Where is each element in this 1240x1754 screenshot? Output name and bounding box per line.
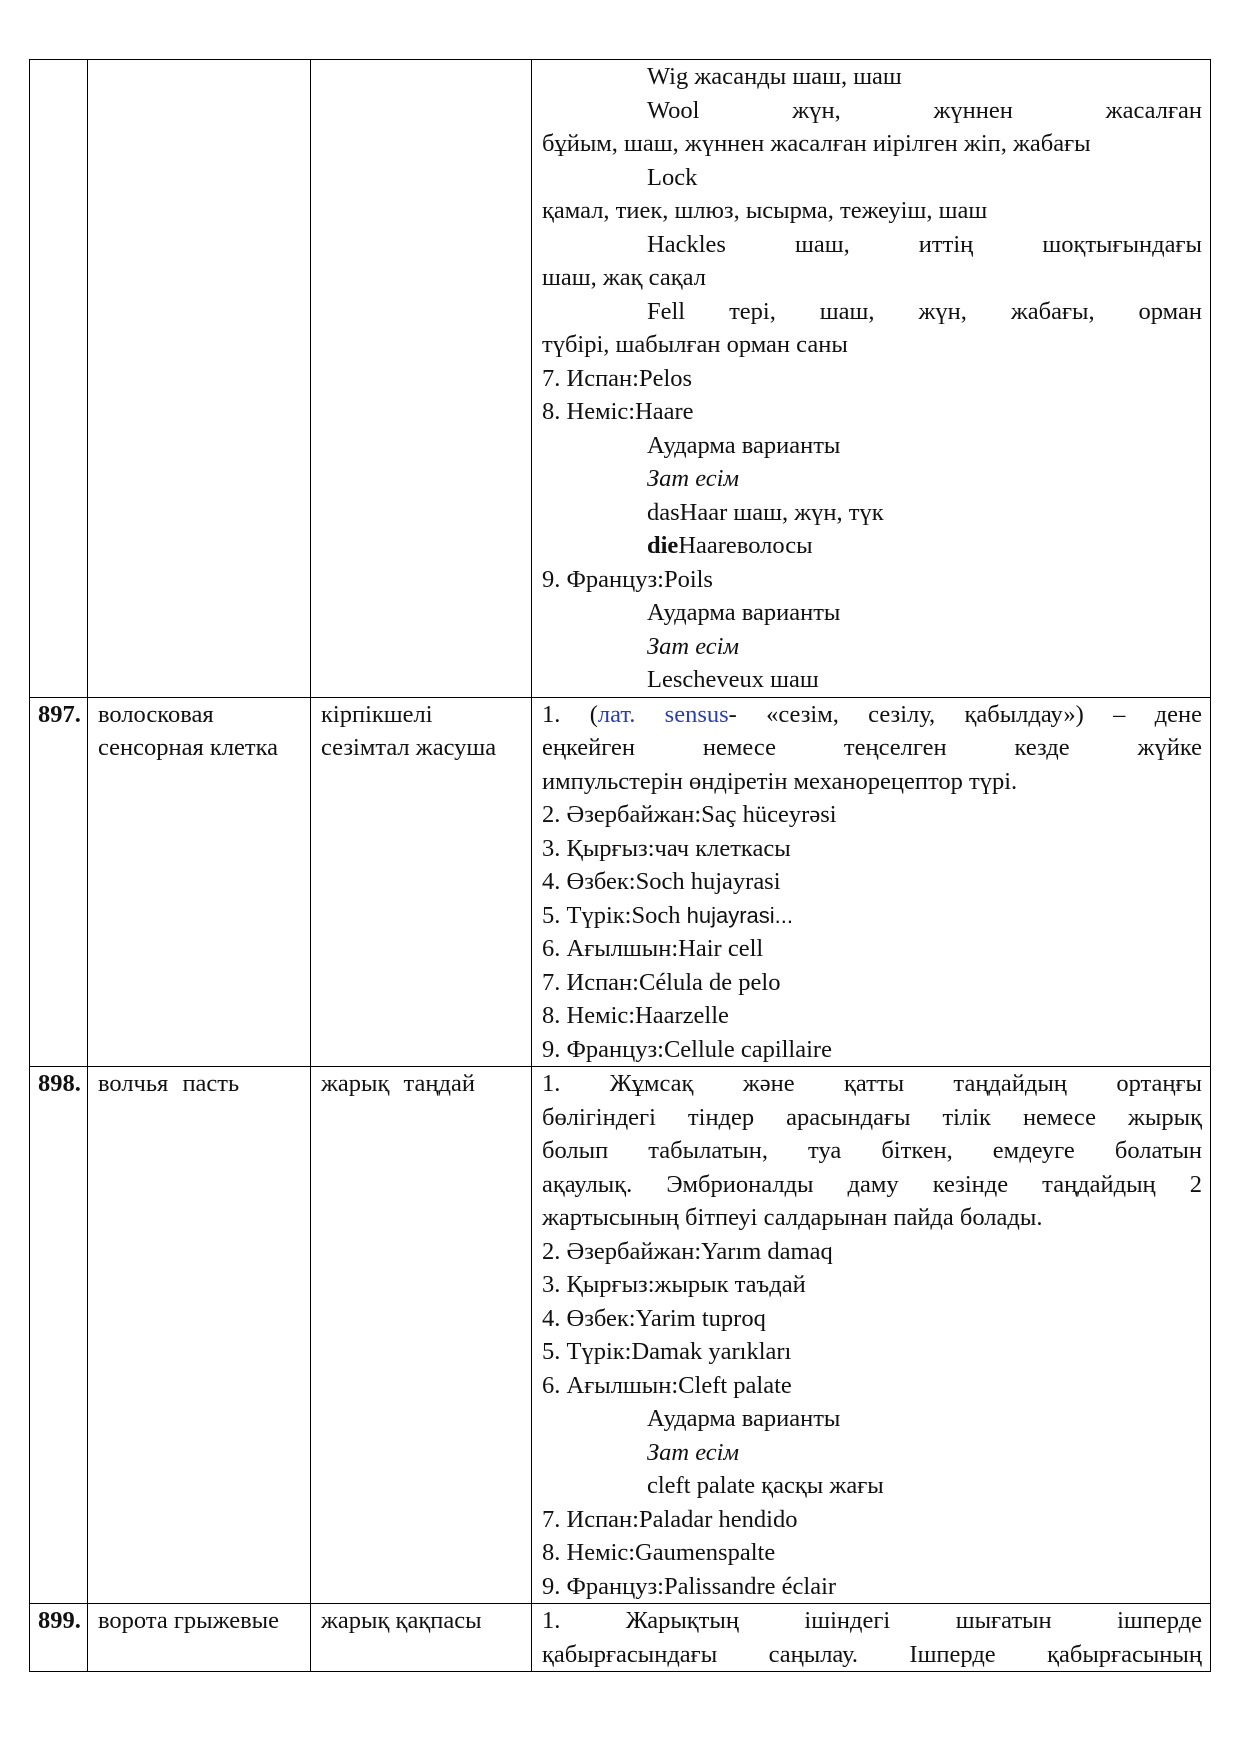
- russian-term: [88, 60, 311, 698]
- german-translation: 8. Неміс:Gaumenspalte: [542, 1539, 776, 1566]
- definition-line: импульстерін өндіретін механорецептор түрі.: [542, 767, 1018, 795]
- french-translation: 9. Француз:Palissandre éclair: [542, 1572, 837, 1600]
- table-row: [30, 60, 1211, 698]
- german-das-line: dasHaar шаш, жүн, түк: [647, 498, 884, 526]
- definition-line: [542, 698, 1202, 732]
- english-translation: 6. Ағылшын:Cleft palate: [542, 1371, 792, 1399]
- wool-term: Wool: [647, 96, 700, 124]
- fell-text: тері, шаш, жүн, жабағы, орман: [729, 297, 1202, 325]
- spanish-translation: 7. Испан:Célula de pelo: [542, 968, 781, 996]
- french-translation: 9. Француз:Poils: [542, 565, 713, 593]
- french-translation: 9. Француз:Cellule capillaire: [542, 1035, 832, 1063]
- hackles-line: [542, 228, 1202, 262]
- translations-cell: [532, 1067, 1211, 1604]
- azerbaijani-translation: 2. Әзербайжан:Yarım damaq: [542, 1237, 833, 1265]
- wool-line: [542, 94, 1202, 128]
- turkish-a: 5. Түрік:Soch: [542, 901, 687, 929]
- hackles-continued: шаш, жақ сақал: [542, 264, 706, 291]
- fell-continued: түбірі, шабылған орман саны: [542, 331, 848, 358]
- kyrgyz-translation: 3. Қырғыз:чач клеткасы: [542, 834, 791, 862]
- definition-line: қабырғасындағы саңылау. Ішперде қабырғасының: [542, 1640, 1202, 1668]
- translation-variants-label: Аударма варианты: [647, 431, 841, 459]
- definition-line: еңкейген немесе теңселген кезде жүйке: [542, 734, 1202, 761]
- definition-line: жартысының бітпеуі салдарынан пайда болады.: [542, 1204, 1043, 1231]
- azerbaijani-translation: 2. Әзербайжан:Saç hüceyrəsi: [542, 801, 837, 828]
- noun-label: Зат есім: [647, 465, 740, 492]
- translations-cell: [532, 697, 1211, 1067]
- translation-variants-label: Аударма варианты: [647, 1405, 841, 1432]
- lock-continued: қамал, тиек, шлюз, ысырма, тежеуіш, шаш: [542, 197, 988, 224]
- fell-term: Fell: [647, 297, 686, 325]
- wig-line: Wig жасанды шаш, шаш: [647, 63, 902, 90]
- fell-line: [542, 295, 1202, 329]
- german-translation: 8. Неміс:Haarzelle: [542, 1002, 729, 1029]
- noun-label: Зат есім: [647, 632, 740, 660]
- translation-variants-label: Аударма варианты: [647, 599, 841, 626]
- table-row: [30, 697, 1211, 1067]
- noun-label: Зат есім: [647, 1438, 740, 1466]
- uzbek-translation: 4. Өзбек:Yarim tuproq: [542, 1304, 766, 1332]
- translations-cell: [532, 1604, 1211, 1672]
- wool-text-b: жасалған: [1105, 96, 1202, 124]
- entry-number: 897.: [30, 697, 88, 1067]
- table-row: [30, 1067, 1211, 1604]
- entry-number: [30, 60, 88, 698]
- def-rest: - «сезім, сезілу, қабылдау») – дене: [728, 700, 1202, 728]
- hackles-text-b: шоқтығындағы: [1042, 230, 1202, 258]
- def-prefix: 1. (: [542, 700, 598, 728]
- turkish-translation: [542, 899, 1202, 933]
- german-die-line: [542, 529, 1202, 563]
- hackles-term: Hackles: [647, 230, 726, 258]
- uzbek-translation: 4. Өзбек:Soch hujayrasi: [542, 868, 781, 895]
- lock-term: Lock: [647, 163, 698, 191]
- article-die: die: [647, 532, 679, 559]
- spanish-translation: 7. Испан:Pelos: [542, 364, 693, 392]
- german-translation: 8. Неміс:Haare: [542, 398, 694, 425]
- wool-text-a: жүн, жүннен: [792, 96, 1013, 124]
- english-cleft-line: cleft palate қасқы жағы: [647, 1472, 884, 1499]
- wool-continued: бұйым, шаш, жүннен жасалған иірілген жіп, жабағы: [542, 130, 1091, 157]
- entry-number: 899.: [30, 1604, 88, 1672]
- die-rest: Haareволосы: [678, 532, 813, 559]
- kazakh-term: [311, 60, 532, 698]
- french-les-line: Lescheveux шаш: [647, 666, 819, 693]
- kazakh-term: жарық таңдай: [311, 1067, 532, 1604]
- definition-line: 1. Жұмсақ және қатты таңдайдың ортаңғы: [542, 1070, 1202, 1097]
- latin-link[interactable]: лат. sensus: [597, 700, 729, 728]
- entry-number: 898.: [30, 1067, 88, 1604]
- kazakh-term: кірпікшелі сезімтал жасуша: [311, 697, 532, 1067]
- russian-term: волосковая сенсорная клетка: [88, 697, 311, 1067]
- definition-line: болып табылатын, туа біткен, емдеуге болатын: [542, 1137, 1202, 1164]
- kyrgyz-translation: 3. Қырғыз:жырык таъдай: [542, 1271, 806, 1298]
- turkish-b: hujayrasi...: [686, 902, 793, 928]
- definition-line: 1. Жарықтың ішіндегі шығатын ішперде: [542, 1607, 1202, 1634]
- spanish-translation: 7. Испан:Paladar hendido: [542, 1505, 798, 1533]
- russian-term: ворота грыжевые: [88, 1604, 311, 1672]
- dictionary-table: [29, 59, 1211, 1672]
- definition-line: бөлігіндегі тіндер арасындағы тілік немесе жырық: [542, 1103, 1202, 1131]
- translations-cell: [532, 60, 1211, 698]
- table-row: [30, 1604, 1211, 1672]
- hackles-text-a: шаш, иттің: [795, 230, 974, 258]
- definition-line: ақаулық. Эмбрионалды даму кезінде таңдайдың 2: [542, 1170, 1202, 1198]
- russian-term: волчья пасть: [88, 1067, 311, 1604]
- english-translation: 6. Ағылшын:Hair cell: [542, 935, 764, 962]
- turkish-translation: 5. Түрік:Damak yarıkları: [542, 1338, 792, 1365]
- kazakh-term: жарық қақпасы: [311, 1604, 532, 1672]
